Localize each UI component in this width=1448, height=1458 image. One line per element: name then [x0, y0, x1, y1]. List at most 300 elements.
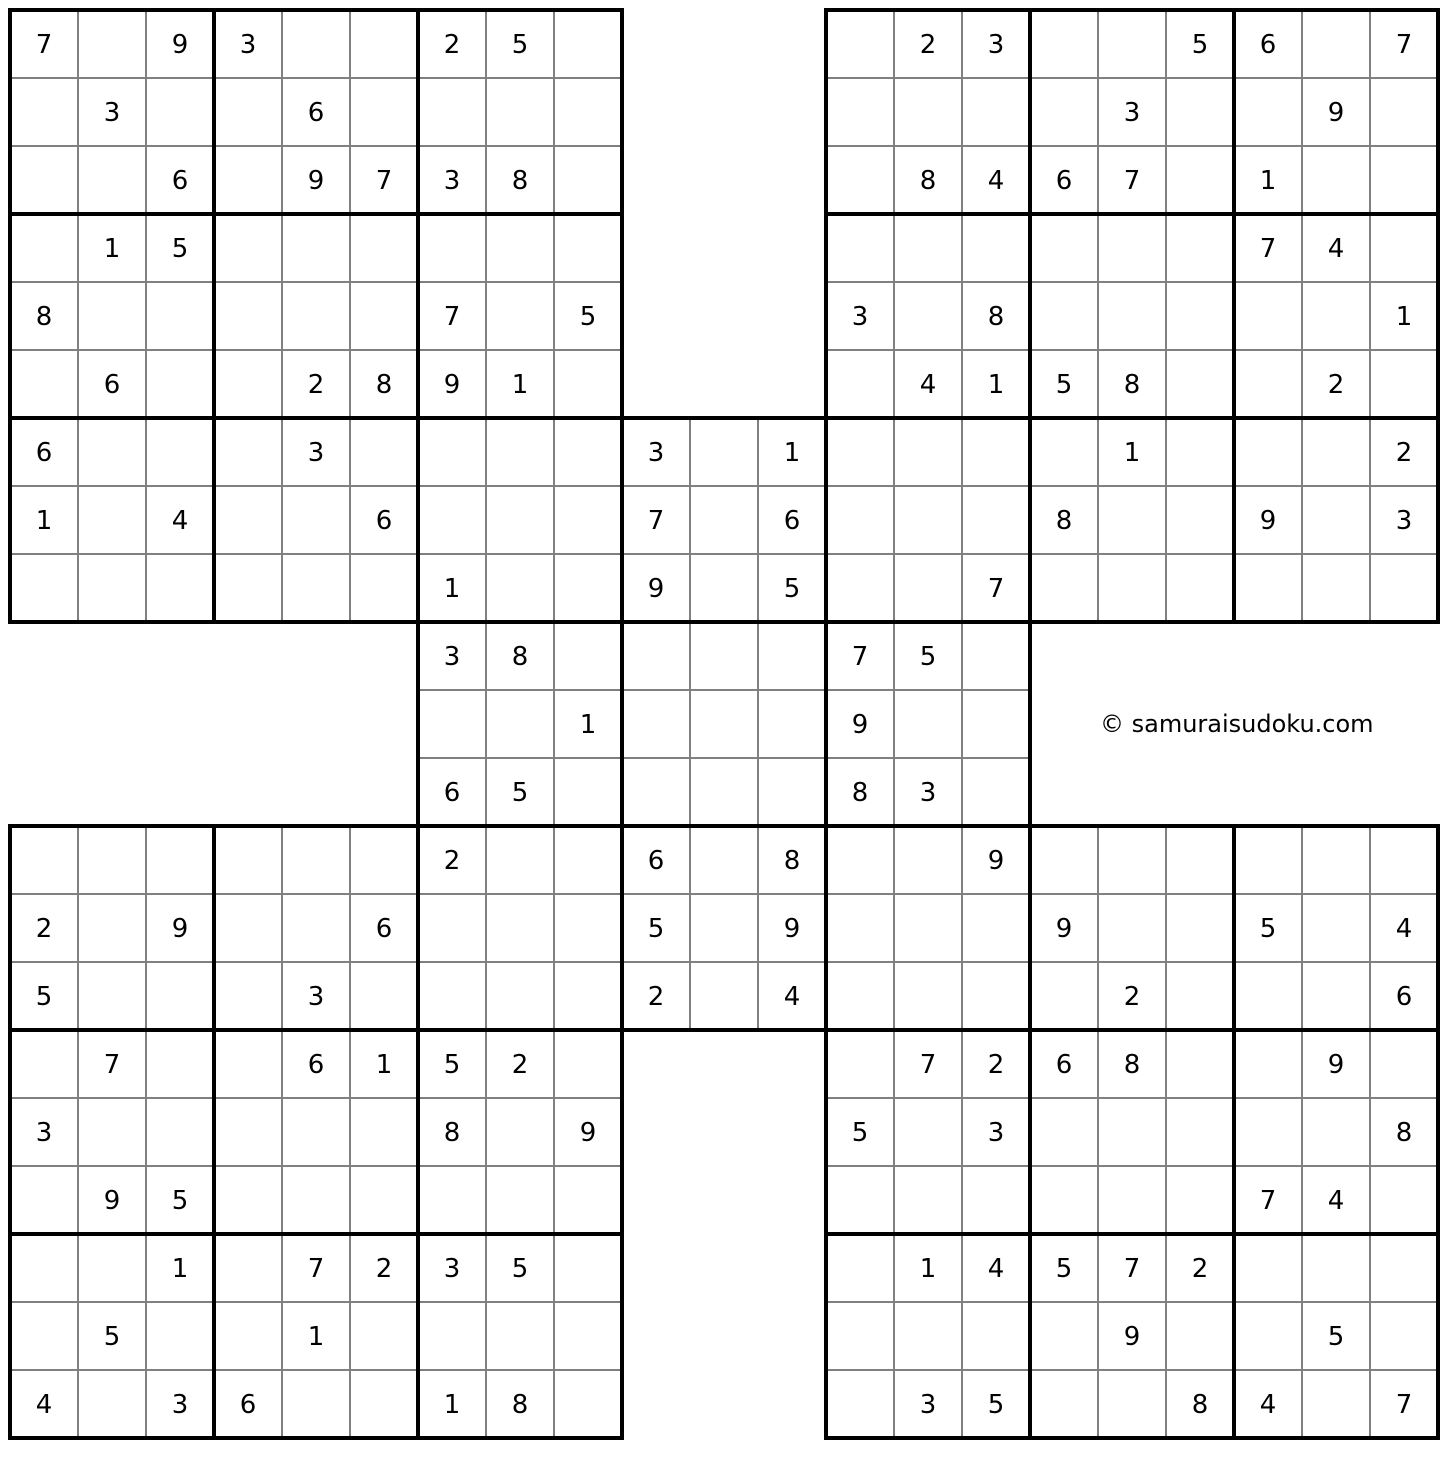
sudoku-cell[interactable] — [10, 1030, 78, 1098]
sudoku-cell[interactable] — [146, 1302, 214, 1370]
given-digit: 8 — [511, 642, 529, 672]
given-digit: 2 — [987, 1050, 1005, 1080]
sudoku-cell[interactable] — [1370, 146, 1438, 214]
given-digit: 9 — [1123, 1322, 1141, 1352]
given-digit: 7 — [1395, 30, 1413, 60]
sudoku-cell[interactable] — [1030, 78, 1098, 146]
sudoku-cell[interactable] — [962, 214, 1030, 282]
given-digit: 5 — [919, 642, 937, 672]
given-digit: 1 — [579, 710, 597, 740]
sudoku-cell[interactable] — [282, 10, 350, 78]
sudoku-cell[interactable] — [554, 214, 622, 282]
given-digit: 8 — [1191, 1390, 1209, 1420]
sudoku-cell[interactable] — [1098, 282, 1166, 350]
sudoku-cell[interactable] — [962, 758, 1030, 826]
sudoku-cell[interactable] — [1302, 554, 1370, 622]
sudoku-cell[interactable] — [758, 758, 826, 826]
sudoku-cell[interactable] — [486, 418, 554, 486]
sudoku-cell[interactable] — [894, 78, 962, 146]
sudoku-cell[interactable] — [214, 350, 282, 418]
given-digit: 3 — [443, 642, 461, 672]
sudoku-cell[interactable] — [1030, 1166, 1098, 1234]
given-digit: 3 — [239, 30, 257, 60]
sudoku-cell[interactable] — [1234, 962, 1302, 1030]
sudoku-cell[interactable] — [10, 826, 78, 894]
sudoku-cell[interactable] — [1370, 554, 1438, 622]
given-digit: 5 — [103, 1322, 121, 1352]
given-digit: 1 — [511, 370, 529, 400]
given-digit: 2 — [511, 1050, 529, 1080]
sudoku-cell[interactable] — [554, 1302, 622, 1370]
given-digit: 7 — [103, 1050, 121, 1080]
sudoku-cell[interactable] — [826, 826, 894, 894]
sudoku-cell[interactable] — [826, 486, 894, 554]
sudoku-cell[interactable] — [826, 78, 894, 146]
given-digit: 4 — [171, 506, 189, 536]
sudoku-cell[interactable] — [350, 826, 418, 894]
sudoku-cell[interactable] — [1302, 1098, 1370, 1166]
sudoku-cell[interactable] — [554, 418, 622, 486]
sudoku-cell[interactable] — [1302, 10, 1370, 78]
sudoku-cell[interactable] — [418, 962, 486, 1030]
sudoku-cell[interactable] — [486, 214, 554, 282]
given-digit: 7 — [1259, 234, 1277, 264]
sudoku-cell[interactable] — [1234, 826, 1302, 894]
sudoku-cell[interactable] — [1234, 350, 1302, 418]
sudoku-cell[interactable] — [1166, 1166, 1234, 1234]
sudoku-cell[interactable] — [554, 554, 622, 622]
sudoku-cell[interactable] — [1030, 554, 1098, 622]
sudoku-cell[interactable] — [554, 78, 622, 146]
sudoku-cell[interactable] — [1302, 962, 1370, 1030]
sudoku-cell[interactable] — [486, 1166, 554, 1234]
sudoku-cell[interactable] — [418, 418, 486, 486]
given-digit: 7 — [375, 166, 393, 196]
sudoku-cell[interactable] — [282, 486, 350, 554]
sudoku-cell[interactable] — [1234, 1098, 1302, 1166]
sudoku-cell[interactable] — [1166, 78, 1234, 146]
sudoku-cell[interactable] — [894, 486, 962, 554]
given-digit: 1 — [443, 1390, 461, 1420]
sudoku-cell[interactable] — [350, 282, 418, 350]
sudoku-cell[interactable] — [690, 486, 758, 554]
sudoku-cell[interactable] — [486, 1098, 554, 1166]
sudoku-cell[interactable] — [1234, 1302, 1302, 1370]
sudoku-cell[interactable] — [1234, 554, 1302, 622]
sudoku-cell[interactable] — [1166, 486, 1234, 554]
given-digit: 6 — [783, 506, 801, 536]
given-digit: 4 — [987, 1254, 1005, 1284]
sudoku-cell[interactable] — [10, 1302, 78, 1370]
sudoku-cell[interactable] — [894, 826, 962, 894]
sudoku-cell[interactable] — [894, 554, 962, 622]
sudoku-cell[interactable] — [1030, 418, 1098, 486]
sudoku-cell[interactable] — [214, 1098, 282, 1166]
given-digit: 3 — [1123, 98, 1141, 128]
sudoku-cell[interactable] — [554, 622, 622, 690]
sudoku-cell[interactable] — [622, 622, 690, 690]
sudoku-cell[interactable] — [350, 1166, 418, 1234]
sudoku-cell[interactable] — [826, 962, 894, 1030]
sudoku-cell[interactable] — [1030, 1098, 1098, 1166]
given-digit: 6 — [1055, 1050, 1073, 1080]
sudoku-cell[interactable] — [1030, 962, 1098, 1030]
sudoku-cell[interactable] — [146, 826, 214, 894]
given-digit: 5 — [987, 1390, 1005, 1420]
given-digit: 6 — [375, 506, 393, 536]
sudoku-cell[interactable] — [826, 350, 894, 418]
sudoku-cell[interactable] — [78, 486, 146, 554]
given-digit: 5 — [511, 30, 529, 60]
sudoku-cell[interactable] — [554, 10, 622, 78]
sudoku-cell[interactable] — [962, 962, 1030, 1030]
sudoku-cell[interactable] — [1166, 418, 1234, 486]
sudoku-cell[interactable] — [78, 554, 146, 622]
sudoku-cell[interactable] — [1370, 78, 1438, 146]
sudoku-cell[interactable] — [554, 758, 622, 826]
sudoku-cell[interactable] — [214, 894, 282, 962]
sudoku-cell[interactable] — [690, 622, 758, 690]
sudoku-cell[interactable] — [1166, 554, 1234, 622]
sudoku-cell[interactable] — [214, 146, 282, 214]
sudoku-cell[interactable] — [894, 418, 962, 486]
given-digit: 7 — [1395, 1390, 1413, 1420]
sudoku-cell[interactable] — [418, 1302, 486, 1370]
sudoku-cell[interactable] — [554, 826, 622, 894]
given-digit: 7 — [647, 506, 665, 536]
sudoku-cell[interactable] — [894, 1166, 962, 1234]
given-digit: 7 — [1259, 1186, 1277, 1216]
sudoku-cell[interactable] — [894, 1302, 962, 1370]
sudoku-cell[interactable] — [1098, 214, 1166, 282]
sudoku-cell[interactable] — [962, 78, 1030, 146]
sudoku-cell[interactable] — [214, 418, 282, 486]
given-digit: 9 — [171, 914, 189, 944]
sudoku-cell[interactable] — [1234, 418, 1302, 486]
sudoku-cell[interactable] — [1166, 826, 1234, 894]
given-digit: 9 — [783, 914, 801, 944]
given-digit: 1 — [103, 234, 121, 264]
sudoku-cell[interactable] — [1234, 1030, 1302, 1098]
given-digit: 7 — [919, 1050, 937, 1080]
sudoku-cell[interactable] — [554, 894, 622, 962]
sudoku-cell[interactable] — [214, 1302, 282, 1370]
sudoku-cell[interactable] — [282, 1166, 350, 1234]
sudoku-cell[interactable] — [418, 214, 486, 282]
sudoku-cell[interactable] — [962, 622, 1030, 690]
given-digit: 5 — [511, 1254, 529, 1284]
sudoku-cell[interactable] — [78, 10, 146, 78]
sudoku-cell[interactable] — [826, 1370, 894, 1438]
sudoku-cell[interactable] — [1166, 1302, 1234, 1370]
sudoku-cell[interactable] — [350, 78, 418, 146]
sudoku-cell[interactable] — [350, 214, 418, 282]
sudoku-cell[interactable] — [1030, 282, 1098, 350]
sudoku-cell[interactable] — [1234, 1234, 1302, 1302]
sudoku-cell[interactable] — [418, 690, 486, 758]
sudoku-cell[interactable] — [826, 894, 894, 962]
sudoku-cell[interactable] — [78, 146, 146, 214]
sudoku-cell[interactable] — [1098, 486, 1166, 554]
sudoku-cell[interactable] — [1302, 282, 1370, 350]
sudoku-cell[interactable] — [1098, 554, 1166, 622]
given-digit: 8 — [1055, 506, 1073, 536]
sudoku-cell[interactable] — [554, 1370, 622, 1438]
sudoku-cell[interactable] — [1302, 486, 1370, 554]
sudoku-cell[interactable] — [1030, 10, 1098, 78]
sudoku-cell[interactable] — [350, 1370, 418, 1438]
sudoku-cell[interactable] — [1166, 894, 1234, 962]
sudoku-cell[interactable] — [282, 1370, 350, 1438]
sudoku-cell[interactable] — [350, 1098, 418, 1166]
sudoku-cell[interactable] — [78, 1098, 146, 1166]
sudoku-cell[interactable] — [690, 554, 758, 622]
sudoku-cell[interactable] — [962, 690, 1030, 758]
sudoku-cell[interactable] — [10, 78, 78, 146]
sudoku-cell[interactable] — [962, 486, 1030, 554]
sudoku-cell[interactable] — [146, 350, 214, 418]
given-digit: 2 — [307, 370, 325, 400]
sudoku-cell[interactable] — [1302, 894, 1370, 962]
sudoku-cell[interactable] — [962, 418, 1030, 486]
given-digit: 6 — [307, 1050, 325, 1080]
given-digit: 2 — [1327, 370, 1345, 400]
sudoku-cell[interactable] — [554, 146, 622, 214]
given-digit: 1 — [375, 1050, 393, 1080]
sudoku-cell[interactable] — [78, 1234, 146, 1302]
sudoku-cell[interactable] — [962, 1302, 1030, 1370]
sudoku-cell[interactable] — [1302, 1234, 1370, 1302]
given-digit: 8 — [443, 1118, 461, 1148]
sudoku-cell[interactable] — [350, 418, 418, 486]
sudoku-cell[interactable] — [690, 758, 758, 826]
sudoku-cell[interactable] — [418, 894, 486, 962]
given-digit: 1 — [1395, 302, 1413, 332]
sudoku-cell[interactable] — [486, 554, 554, 622]
sudoku-cell[interactable] — [146, 282, 214, 350]
sudoku-cell[interactable] — [1098, 894, 1166, 962]
sudoku-cell[interactable] — [1166, 282, 1234, 350]
given-digit: 8 — [375, 370, 393, 400]
sudoku-cell[interactable] — [146, 554, 214, 622]
sudoku-cell[interactable] — [622, 758, 690, 826]
sudoku-cell[interactable] — [826, 1302, 894, 1370]
sudoku-cell[interactable] — [690, 826, 758, 894]
sudoku-cell[interactable] — [418, 1166, 486, 1234]
sudoku-cell[interactable] — [894, 1098, 962, 1166]
sudoku-cell[interactable] — [486, 962, 554, 1030]
given-digit: 7 — [1123, 166, 1141, 196]
sudoku-cell[interactable] — [1370, 1166, 1438, 1234]
sudoku-cell[interactable] — [826, 1030, 894, 1098]
sudoku-cell[interactable] — [418, 78, 486, 146]
sudoku-cell[interactable] — [554, 1234, 622, 1302]
sudoku-cell[interactable] — [78, 418, 146, 486]
sudoku-cell[interactable] — [350, 1302, 418, 1370]
sudoku-cell[interactable] — [758, 690, 826, 758]
given-digit: 8 — [1123, 370, 1141, 400]
sudoku-cell[interactable] — [282, 1098, 350, 1166]
sudoku-cell[interactable] — [486, 690, 554, 758]
sudoku-cell[interactable] — [1030, 826, 1098, 894]
sudoku-cell[interactable] — [894, 962, 962, 1030]
sudoku-cell[interactable] — [1030, 1302, 1098, 1370]
sudoku-cell[interactable] — [418, 486, 486, 554]
sudoku-cell[interactable] — [1370, 214, 1438, 282]
sudoku-cell[interactable] — [146, 962, 214, 1030]
sudoku-cell[interactable] — [78, 282, 146, 350]
given-digit: 6 — [647, 846, 665, 876]
sudoku-cell[interactable] — [486, 894, 554, 962]
sudoku-cell[interactable] — [826, 1166, 894, 1234]
sudoku-cell[interactable] — [214, 78, 282, 146]
sudoku-cell[interactable] — [1234, 282, 1302, 350]
sudoku-cell[interactable] — [282, 282, 350, 350]
sudoku-cell[interactable] — [1370, 1030, 1438, 1098]
sudoku-cell[interactable] — [1302, 1370, 1370, 1438]
sudoku-cell[interactable] — [758, 622, 826, 690]
sudoku-cell[interactable] — [10, 350, 78, 418]
sudoku-cell[interactable] — [554, 1030, 622, 1098]
sudoku-cell[interactable] — [826, 10, 894, 78]
sudoku-cell[interactable] — [214, 282, 282, 350]
sudoku-cell[interactable] — [214, 1030, 282, 1098]
sudoku-cell[interactable] — [10, 554, 78, 622]
sudoku-cell[interactable] — [146, 78, 214, 146]
sudoku-cell[interactable] — [1166, 214, 1234, 282]
sudoku-cell[interactable] — [894, 894, 962, 962]
given-digit: 5 — [511, 778, 529, 808]
sudoku-cell[interactable] — [350, 554, 418, 622]
sudoku-cell[interactable] — [894, 282, 962, 350]
given-digit: 3 — [307, 982, 325, 1012]
sudoku-cell[interactable] — [350, 962, 418, 1030]
sudoku-cell[interactable] — [10, 1166, 78, 1234]
sudoku-cell[interactable] — [826, 418, 894, 486]
sudoku-cell[interactable] — [826, 1234, 894, 1302]
given-digit: 1 — [919, 1254, 937, 1284]
given-digit: 1 — [307, 1322, 325, 1352]
sudoku-cell[interactable] — [1166, 350, 1234, 418]
sudoku-cell[interactable] — [78, 1370, 146, 1438]
sudoku-cell[interactable] — [1166, 1030, 1234, 1098]
given-digit: 4 — [35, 1390, 53, 1420]
sudoku-cell[interactable] — [1098, 1098, 1166, 1166]
sudoku-cell[interactable] — [214, 1166, 282, 1234]
sudoku-cell[interactable] — [826, 554, 894, 622]
given-digit: 6 — [1395, 982, 1413, 1012]
sudoku-cell[interactable] — [214, 826, 282, 894]
sudoku-cell[interactable] — [486, 282, 554, 350]
sudoku-cell[interactable] — [214, 214, 282, 282]
sudoku-cell[interactable] — [1166, 962, 1234, 1030]
sudoku-cell[interactable] — [1030, 1370, 1098, 1438]
given-digit: 5 — [171, 1186, 189, 1216]
sudoku-cell[interactable] — [1302, 826, 1370, 894]
sudoku-cell[interactable] — [554, 1166, 622, 1234]
sudoku-cell[interactable] — [826, 146, 894, 214]
given-digit: 3 — [35, 1118, 53, 1148]
sudoku-cell[interactable] — [214, 486, 282, 554]
sudoku-cell[interactable] — [1098, 10, 1166, 78]
sudoku-cell[interactable] — [1098, 826, 1166, 894]
given-digit: 9 — [1327, 1050, 1345, 1080]
sudoku-cell[interactable] — [690, 894, 758, 962]
sudoku-cell[interactable] — [486, 78, 554, 146]
sudoku-cell[interactable] — [1370, 350, 1438, 418]
sudoku-cell[interactable] — [146, 1098, 214, 1166]
sudoku-cell[interactable] — [1098, 1370, 1166, 1438]
given-digit: 8 — [511, 166, 529, 196]
sudoku-cell[interactable] — [1370, 1234, 1438, 1302]
sudoku-cell[interactable] — [282, 826, 350, 894]
sudoku-cell[interactable] — [10, 1234, 78, 1302]
sudoku-cell[interactable] — [78, 894, 146, 962]
given-digit: 2 — [375, 1254, 393, 1284]
given-digit: 2 — [443, 846, 461, 876]
given-digit: 5 — [647, 914, 665, 944]
given-digit: 3 — [103, 98, 121, 128]
sudoku-cell[interactable] — [1166, 146, 1234, 214]
sudoku-cell[interactable] — [554, 962, 622, 1030]
sudoku-cell[interactable] — [1234, 78, 1302, 146]
given-digit: 1 — [1123, 438, 1141, 468]
sudoku-cell[interactable] — [486, 826, 554, 894]
sudoku-cell[interactable] — [146, 418, 214, 486]
sudoku-cell[interactable] — [1370, 1302, 1438, 1370]
sudoku-cell[interactable] — [690, 418, 758, 486]
sudoku-cell[interactable] — [486, 1302, 554, 1370]
sudoku-cell[interactable] — [962, 1166, 1030, 1234]
sudoku-cell[interactable] — [78, 826, 146, 894]
sudoku-cell[interactable] — [214, 962, 282, 1030]
sudoku-cell[interactable] — [1098, 1166, 1166, 1234]
sudoku-cell[interactable] — [1030, 214, 1098, 282]
sudoku-cell[interactable] — [486, 486, 554, 554]
sudoku-cell[interactable] — [894, 214, 962, 282]
sudoku-cell[interactable] — [282, 894, 350, 962]
given-digit: 5 — [35, 982, 53, 1012]
sudoku-cell[interactable] — [690, 690, 758, 758]
sudoku-cell[interactable] — [894, 690, 962, 758]
sudoku-cell[interactable] — [350, 10, 418, 78]
given-digit: 2 — [1123, 982, 1141, 1012]
sudoku-cell[interactable] — [1302, 418, 1370, 486]
given-digit: 5 — [1055, 1254, 1073, 1284]
sudoku-cell[interactable] — [78, 962, 146, 1030]
sudoku-cell[interactable] — [146, 1030, 214, 1098]
sudoku-cell[interactable] — [690, 962, 758, 1030]
sudoku-cell[interactable] — [622, 690, 690, 758]
sudoku-cell[interactable] — [554, 350, 622, 418]
sudoku-cell[interactable] — [214, 554, 282, 622]
sudoku-cell[interactable] — [1302, 146, 1370, 214]
sudoku-cell[interactable] — [962, 894, 1030, 962]
sudoku-cell[interactable] — [1370, 826, 1438, 894]
sudoku-cell[interactable] — [10, 214, 78, 282]
given-digit: 5 — [443, 1050, 461, 1080]
sudoku-cell[interactable] — [282, 214, 350, 282]
sudoku-cell[interactable] — [10, 146, 78, 214]
given-digit: 1 — [171, 1254, 189, 1284]
sudoku-cell[interactable] — [554, 486, 622, 554]
given-digit: 6 — [35, 438, 53, 468]
sudoku-cell[interactable] — [826, 214, 894, 282]
sudoku-cell[interactable] — [1166, 1098, 1234, 1166]
sudoku-cell[interactable] — [282, 554, 350, 622]
sudoku-cell[interactable] — [214, 1234, 282, 1302]
given-digit: 9 — [579, 1118, 597, 1148]
